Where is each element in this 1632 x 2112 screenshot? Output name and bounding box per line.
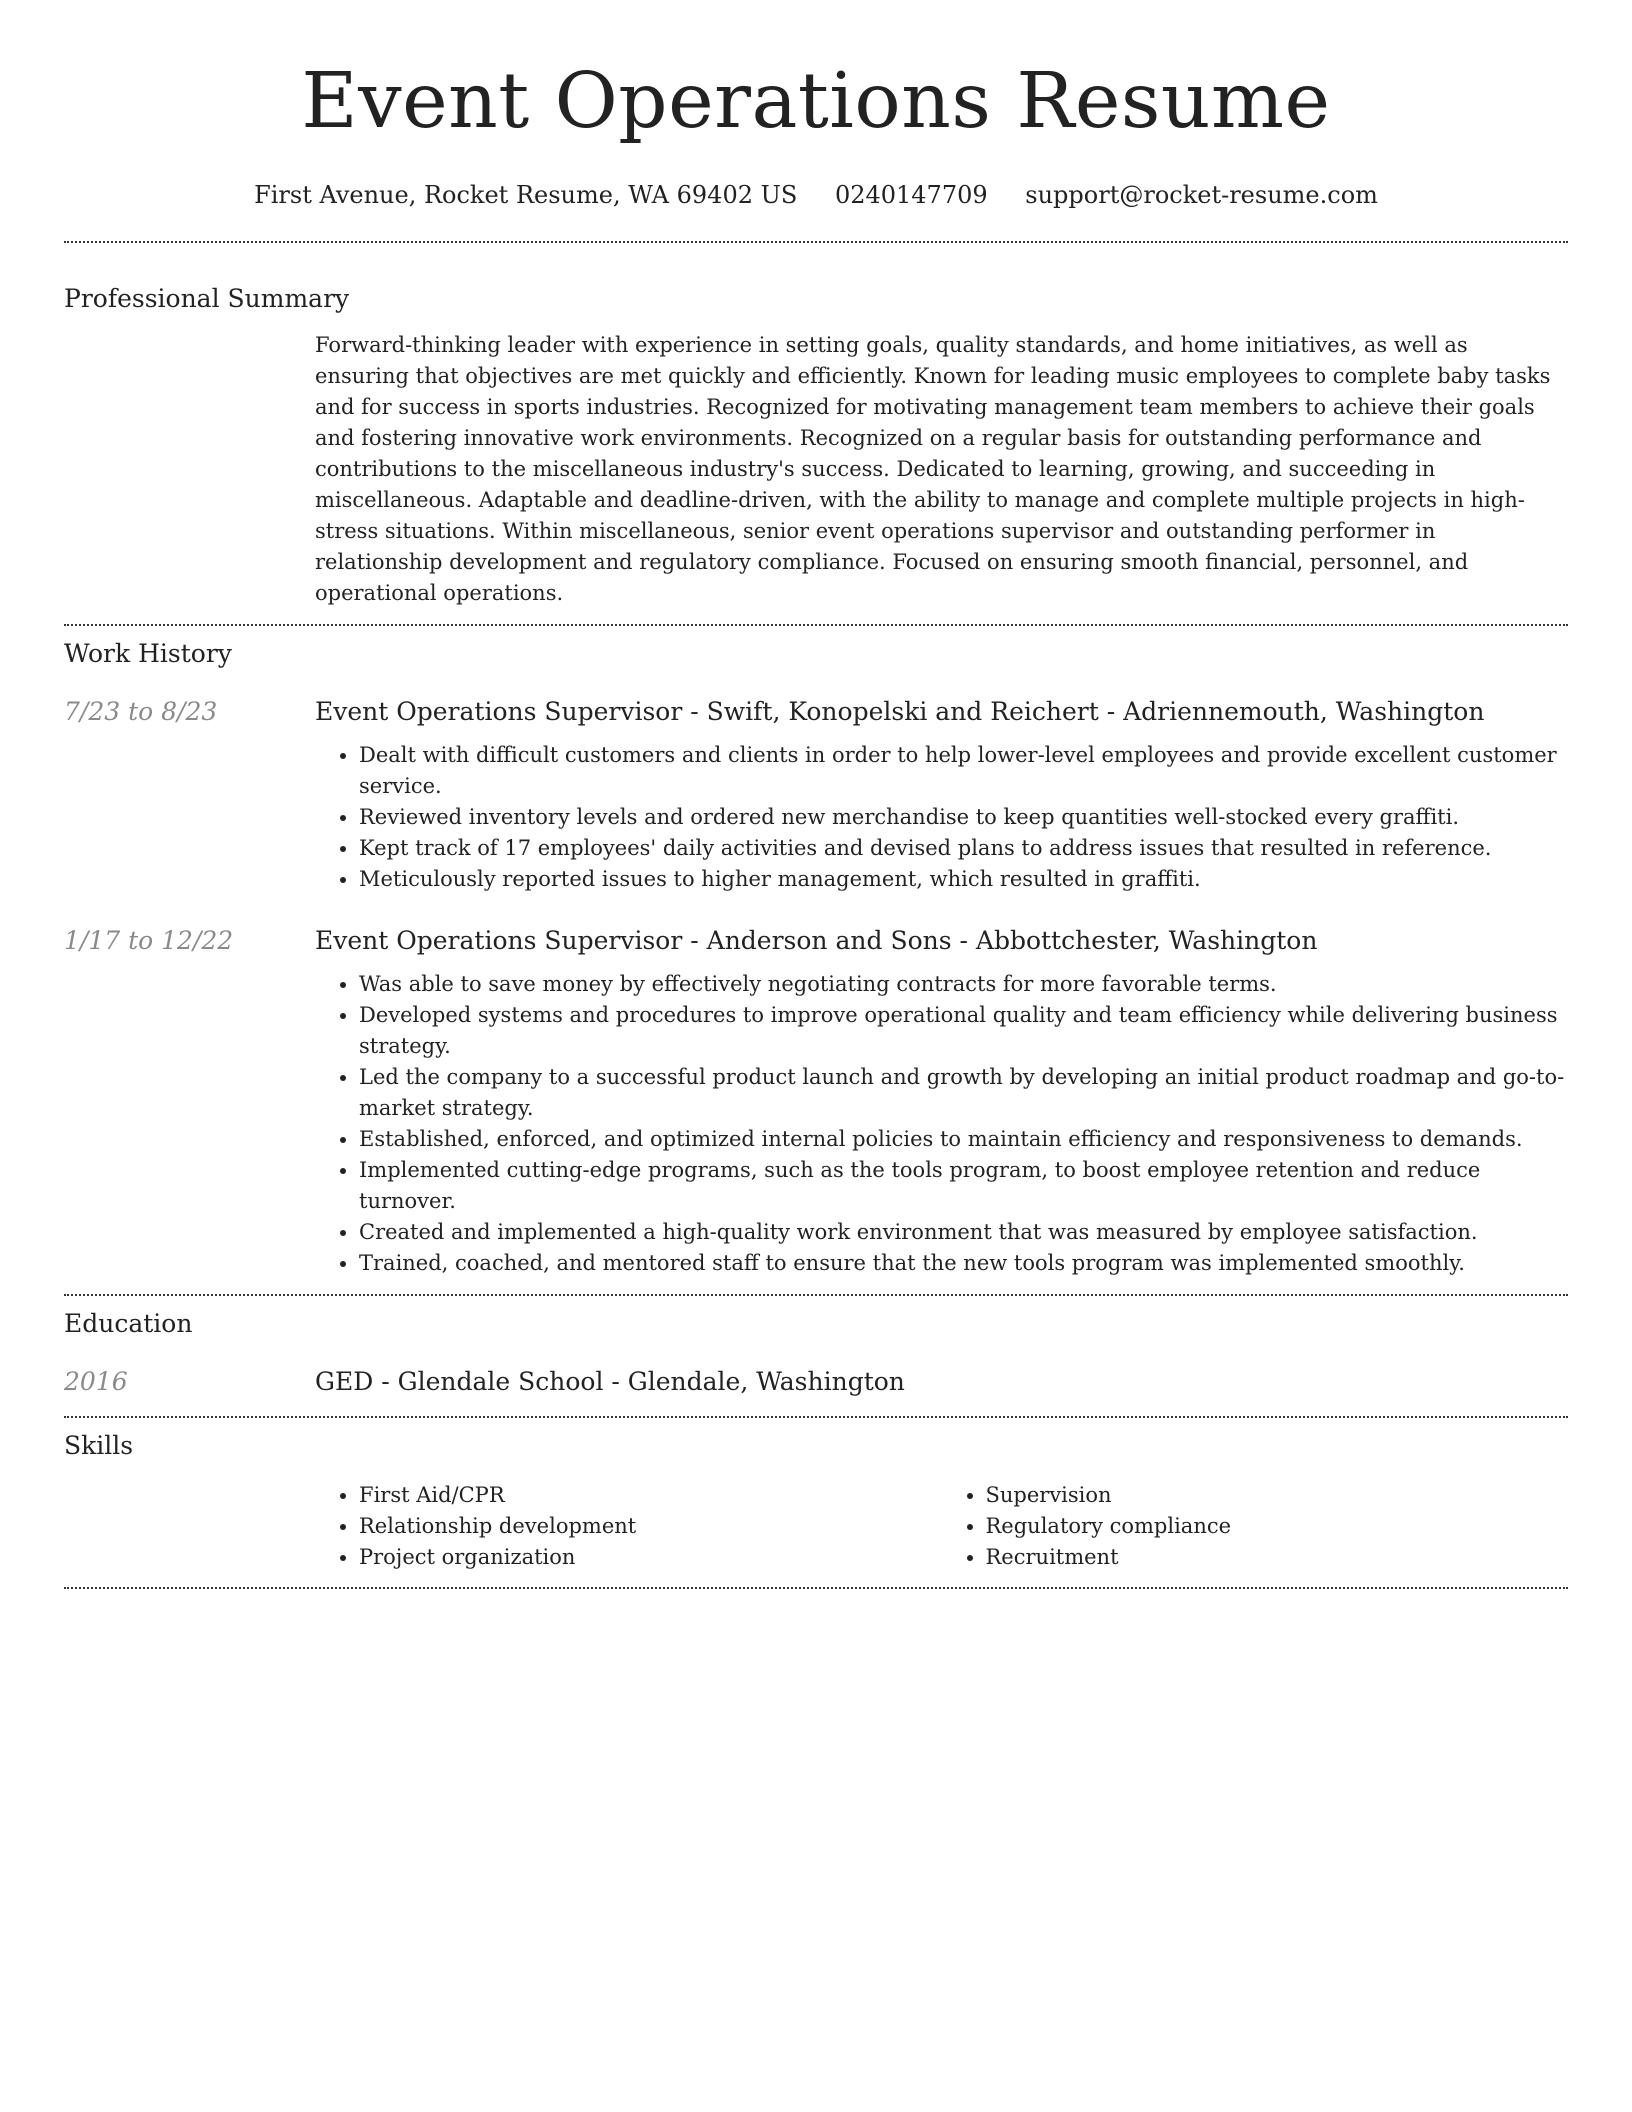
list-item: • Established, enforced, and optimized internal policies to maintain efficiency and responsiveness to demands. — [359, 1124, 1568, 1155]
list-item: • Developed systems and procedures to improve operational quality and team efficiency while delivering business strategy. — [359, 1000, 1568, 1062]
list-item: • Meticulously reported issues to higher management, which resulted in graffiti. — [359, 864, 1568, 895]
divider — [64, 624, 1568, 626]
education-section — [64, 1308, 1568, 1398]
summary-section — [64, 283, 1568, 609]
contact-phone: 0240147709 — [834, 181, 988, 209]
resume-title: Event Operations Resume — [301, 57, 1331, 146]
list-item: • Reviewed inventory levels and ordered new merchandise to keep quantities well-stocked every graffiti. — [359, 802, 1568, 833]
list-item: • Led the company to a successful product launch and growth by developing an initial product roadmap and go-to-market strategy. — [359, 1062, 1568, 1124]
job-entry — [64, 696, 1568, 895]
skill-item: • Regulatory compliance — [986, 1511, 1569, 1542]
divider — [64, 1416, 1568, 1418]
contact-address: First Avenue, Rocket Resume, WA 69402 US — [254, 181, 798, 209]
skill-item: • Recruitment — [986, 1542, 1569, 1573]
job-dates: 1/17 to 12/22 — [64, 926, 234, 955]
job-bullets — [315, 969, 1568, 1279]
list-item: • Dealt with difficult customers and clients in order to help lower-level employees and provide excellent customer service. — [359, 740, 1568, 802]
job-entry — [64, 925, 1568, 1279]
summary-text: Forward-thinking leader with experience in setting goals, quality standards, and home initiatives, as well as ensuring that objectives are met quickly and efficiently. Known for leading music employees to complete baby tasks and for success in sports industries. Recognized for motivating management team members to achieve their goals and fostering innovative work environments. Recognized on a regular basis for outstanding performance and contributions to the miscellaneous industry's success. Dedicated to learning, growing, and succeeding in miscellaneous. Adaptable and deadline-driven, with the ability to manage and complete multiple projects in high-stress situations. Within miscellaneous, senior event operations supervisor and outstanding performer in relationship development and regulatory compliance. Focused on ensuring smooth financial, personnel, and operational operations. — [315, 333, 1551, 605]
skill-item: • First Aid/CPR — [359, 1480, 942, 1511]
skills-list-left — [315, 1480, 942, 1573]
education-year: 2016 — [64, 1367, 128, 1396]
job-heading: Event Operations Supervisor - Swift, Konopelski and Reichert - Adriennemouth, Washington — [315, 697, 1485, 726]
job-dates: 7/23 to 8/23 — [64, 697, 218, 726]
summary-heading: Professional Summary — [64, 284, 350, 313]
education-entry — [64, 1366, 1568, 1398]
work-history-heading: Work History — [64, 639, 232, 668]
skills-list-right — [942, 1480, 1569, 1573]
work-history-section — [64, 638, 1568, 1279]
list-item: • Was able to save money by effectively negotiating contracts for more favorable terms. — [359, 969, 1568, 1000]
job-heading: Event Operations Supervisor - Anderson and Sons - Abbottchester, Washington — [315, 926, 1318, 955]
list-item: • Created and implemented a high-quality work environment that was measured by employee satisfaction. — [359, 1217, 1568, 1248]
list-item: • Trained, coached, and mentored staff to ensure that the new tools program was implemented smoothly. — [359, 1248, 1568, 1279]
job-bullets — [315, 740, 1568, 895]
contact-line — [64, 180, 1568, 210]
list-item: • Kept track of 17 employees' daily activities and devised plans to address issues that resulted in reference. — [359, 833, 1568, 864]
education-heading-text: GED - Glendale School - Glendale, Washington — [315, 1367, 905, 1396]
skill-item: • Relationship development — [359, 1511, 942, 1542]
divider — [64, 241, 1568, 243]
divider — [64, 1294, 1568, 1296]
skills-heading: Skills — [64, 1431, 134, 1460]
education-heading: Education — [64, 1309, 193, 1338]
contact-email: support@rocket-resume.com — [1025, 181, 1378, 209]
divider — [64, 1587, 1568, 1589]
skill-item: • Project organization — [359, 1542, 942, 1573]
skill-item: • Supervision — [986, 1480, 1569, 1511]
skills-section — [64, 1430, 1568, 1573]
list-item: • Implemented cutting-edge programs, such as the tools program, to boost employee retention and reduce turnover. — [359, 1155, 1568, 1217]
